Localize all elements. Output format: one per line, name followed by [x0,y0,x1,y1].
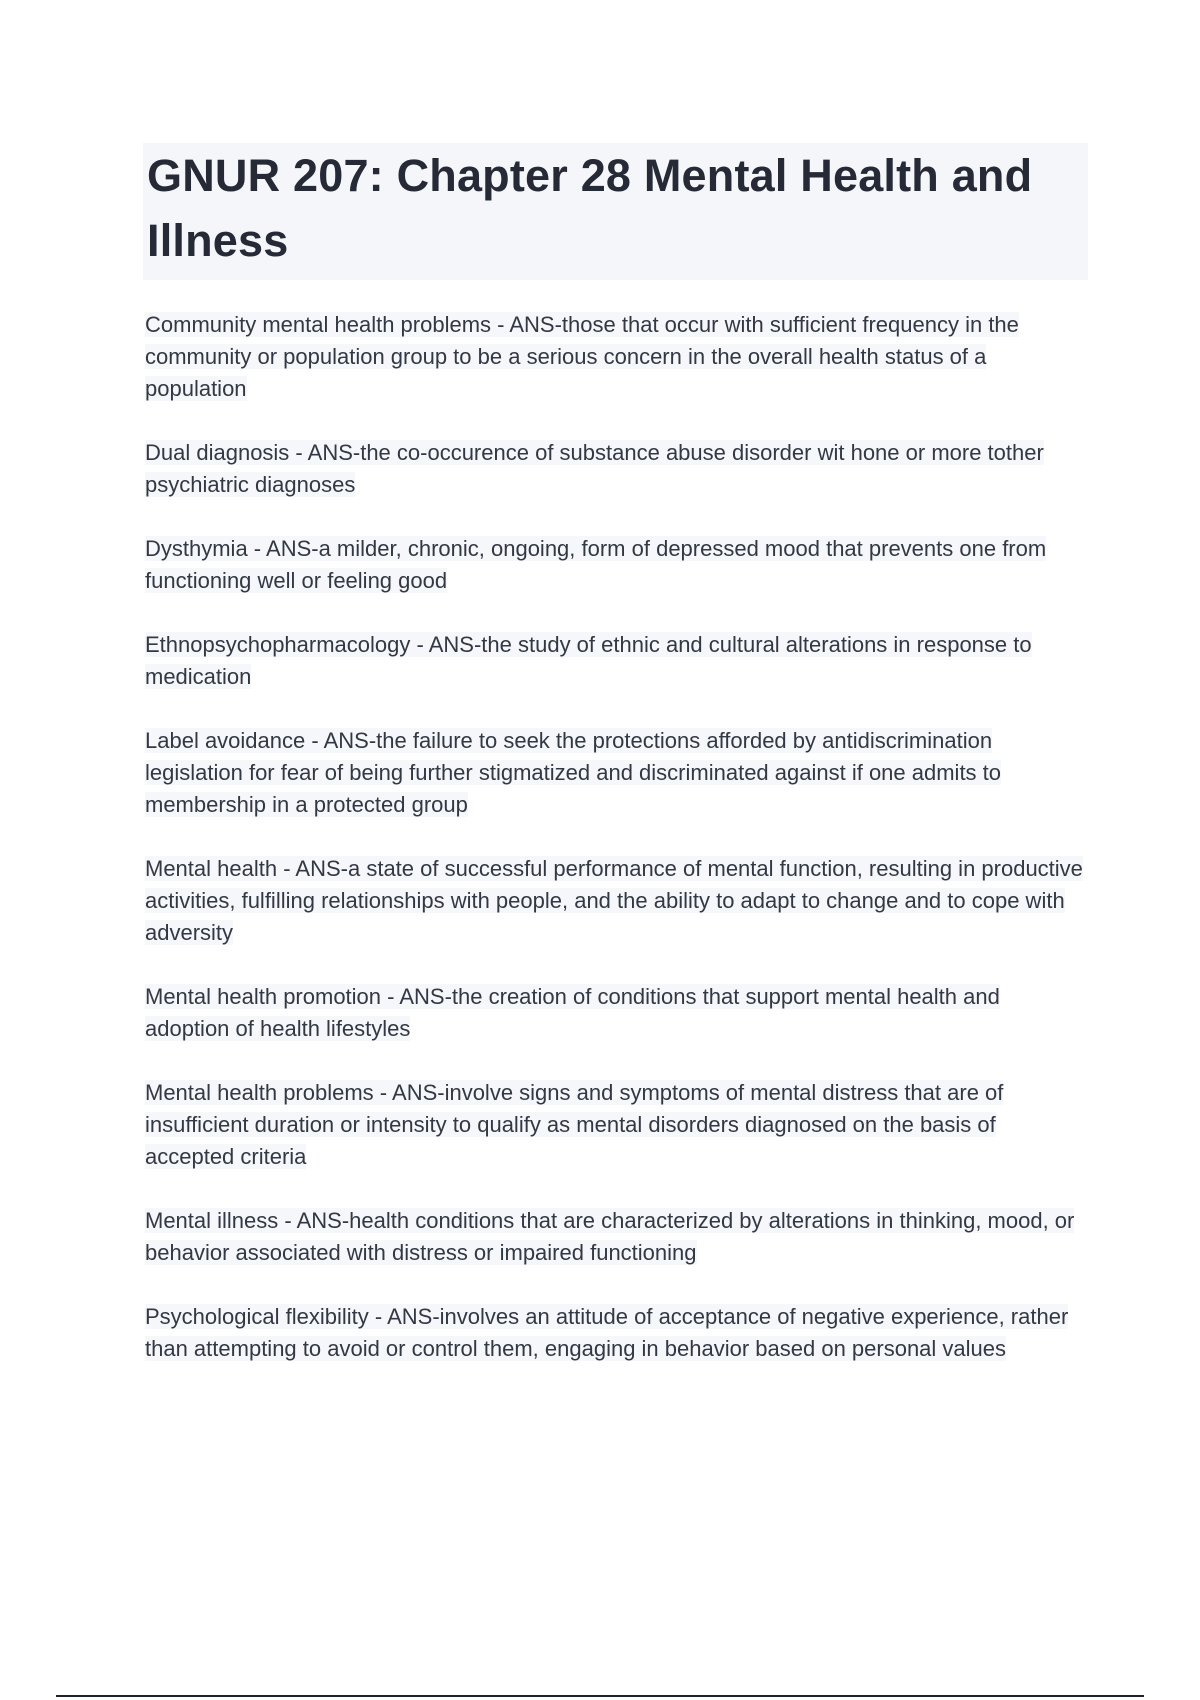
definition-entry [145,1205,1090,1269]
definition-entry [145,981,1090,1045]
definition-text: Dual diagnosis - ANS-the co-occurence of substance abuse disorder wit hone or more tother psychiatric diagnoses [145,440,1044,497]
definition-entry [145,437,1090,501]
definition-entry [145,1301,1090,1365]
definition-text: Community mental health problems - ANS-those that occur with sufficient frequency in the community or population group to be a serious concern in the overall health status of a population [145,312,1019,401]
definition-entry [145,1077,1090,1173]
definition-entry [145,309,1090,405]
definition-text: Ethnopsychopharmacology - ANS-the study of ethnic and cultural alterations in response to medication [145,632,1032,689]
definition-text: Psychological flexibility - ANS-involves an attitude of acceptance of negative experience, rather than attempting to avoid or control them, engaging in behavior based on personal values [145,1304,1069,1361]
definition-entry [145,725,1090,821]
definition-entry [145,533,1090,597]
definition-list [145,309,1090,1397]
definition-text: Mental health problems - ANS-involve signs and symptoms of mental distress that are of insufficient duration or intensity to qualify as mental disorders diagnosed on the basis of accepted criteria [145,1080,1004,1169]
definition-text: Mental health promotion - ANS-the creation of conditions that support mental health and adoption of health lifestyles [145,984,1000,1041]
title-block [143,143,1088,280]
document-title: GNUR 207: Chapter 28 Mental Health and Illness [147,150,1033,266]
definition-text: Dysthymia - ANS-a milder, chronic, ongoing, form of depressed mood that prevents one from functioning well or feeling good [145,536,1047,593]
definition-text: Label avoidance - ANS-the failure to seek the protections afforded by antidiscrimination legislation for fear of being further stigmatized and discriminated against if one admits to membership in a protected group [145,728,1002,817]
definition-text: Mental health - ANS-a state of successful performance of mental function, resulting in productive activities, fulfilling relationships with people, and the ability to adapt to change and to cope with adversity [145,856,1083,945]
page-footer-divider [56,1695,1144,1697]
definition-text: Mental illness - ANS-health conditions that are characterized by alterations in thinking, mood, or behavior associated with distress or impaired functioning [145,1208,1075,1265]
definition-entry [145,853,1090,949]
definition-entry [145,629,1090,693]
